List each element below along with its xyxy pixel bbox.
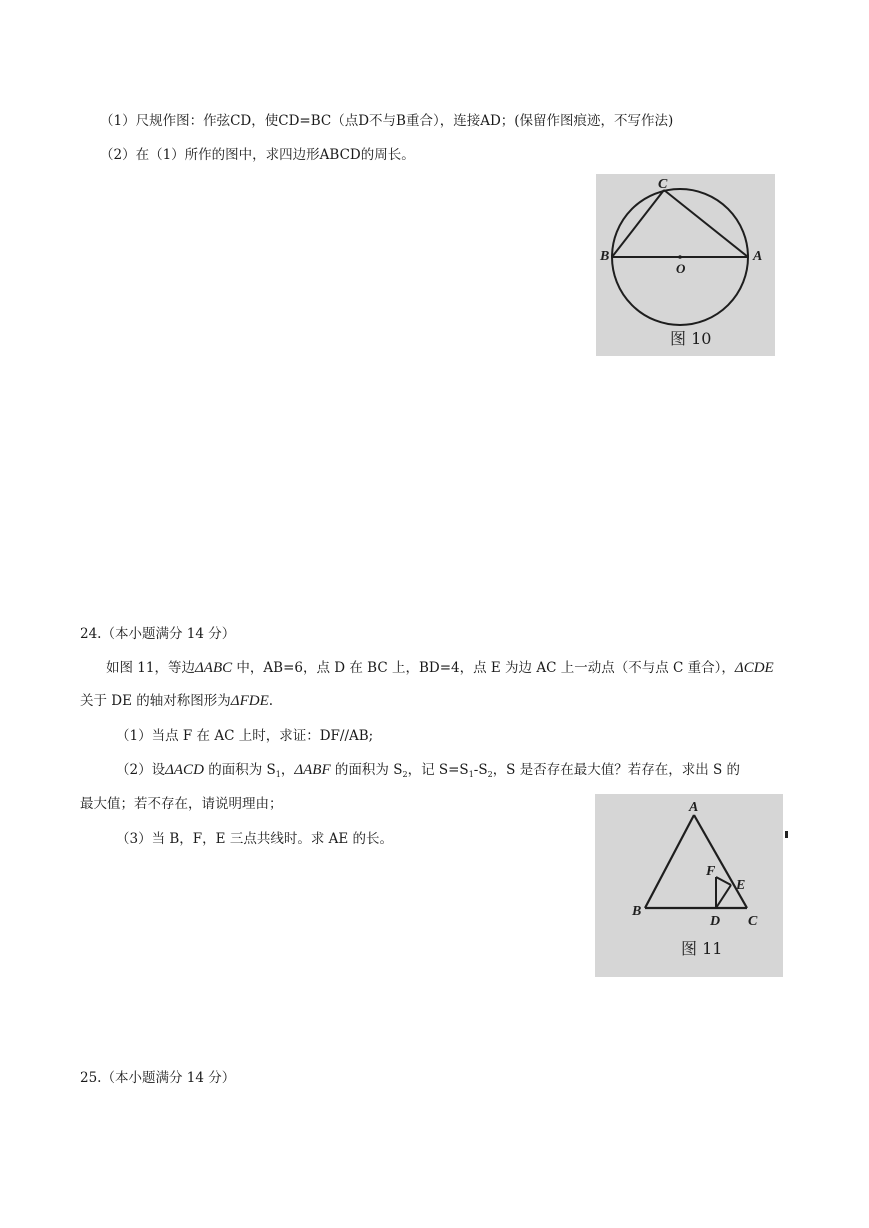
q24-part2-line2: 最大值；若不存在，请说明理由； <box>80 796 283 812</box>
q24-p2-e: ，记 S=S <box>407 762 469 778</box>
segment-fe <box>716 877 731 885</box>
q24-p2-c: ， <box>280 762 295 778</box>
triangle-abc: ΔABC <box>194 660 233 676</box>
q24-intro-b: 中，AB=6，点 D 在 BC 上，BD=4，点 E 为边 AC 上一动点（不与点 C 重合）， <box>232 660 735 676</box>
label-b: B <box>632 904 642 919</box>
q24-part2-line1 <box>116 761 740 784</box>
q24-p2-g: ，S 是否存在最大值？若存在，求出 S 的 <box>492 762 741 778</box>
side-ac <box>694 815 747 908</box>
q24-intro-a: 如图 11，等边 <box>106 660 195 676</box>
figure-10-caption: 图 10 <box>670 329 712 348</box>
figure-11-drawing <box>595 794 783 977</box>
q23-part2: （2）在（1）所作的图中，求四边形ABCD的周长。 <box>100 147 415 163</box>
q24-p2-b: 的面积为 S <box>203 762 276 778</box>
q24-intro-line1 <box>106 659 774 677</box>
figure-11-caption: 图 11 <box>681 939 723 958</box>
label-o: O <box>676 261 686 276</box>
q24-part1: （1）当点 F 在 AC 上时，求证：DF//AB; <box>116 728 374 744</box>
chord-ca <box>664 190 748 257</box>
triangle-cde: ΔCDE <box>734 660 774 676</box>
figure-10-drawing <box>596 174 775 356</box>
side-ab <box>645 815 694 908</box>
q23-part1: （1）尺规作图：作弦CD，使CD=BC（点D不与B重合），连接AD；(保留作图痕迹，不写作法) <box>100 113 674 129</box>
q24-p2-d: 的面积为 S <box>330 762 403 778</box>
label-f: F <box>706 864 716 879</box>
label-d: D <box>710 914 721 929</box>
label-a: A <box>753 249 763 264</box>
label-b: B <box>600 249 610 264</box>
q24-p2-a: （2）设 <box>116 762 166 778</box>
margin-mark <box>785 831 788 838</box>
q24-heading: 24.（本小题满分 14 分） <box>80 626 236 642</box>
triangle-acd: ΔACD <box>165 762 204 778</box>
q24-part3: （3）当 B，F，E 三点共线时。求 AE 的长。 <box>116 831 394 847</box>
subscript-2b: 2 <box>487 770 493 779</box>
subscript-2: 2 <box>402 770 408 779</box>
figure-11 <box>595 794 783 977</box>
q24-intro2-b: . <box>268 693 274 709</box>
label-c: C <box>748 914 758 929</box>
subscript-1b: 1 <box>468 770 474 779</box>
label-c: C <box>658 177 668 192</box>
center-point <box>678 255 682 259</box>
label-a: A <box>689 800 699 815</box>
label-e: E <box>736 878 746 893</box>
triangle-abf: ΔABF <box>294 762 331 778</box>
q24-intro-line2 <box>80 692 273 710</box>
triangle-fde: ΔFDE <box>230 693 269 709</box>
segment-de <box>716 885 731 908</box>
q25-heading: 25.（本小题满分 14 分） <box>80 1070 236 1086</box>
q24-p2-f: -S <box>473 762 488 778</box>
subscript-1: 1 <box>275 770 281 779</box>
figure-10 <box>596 174 775 356</box>
q24-intro2-a: 关于 DE 的轴对称图形为 <box>80 693 231 709</box>
